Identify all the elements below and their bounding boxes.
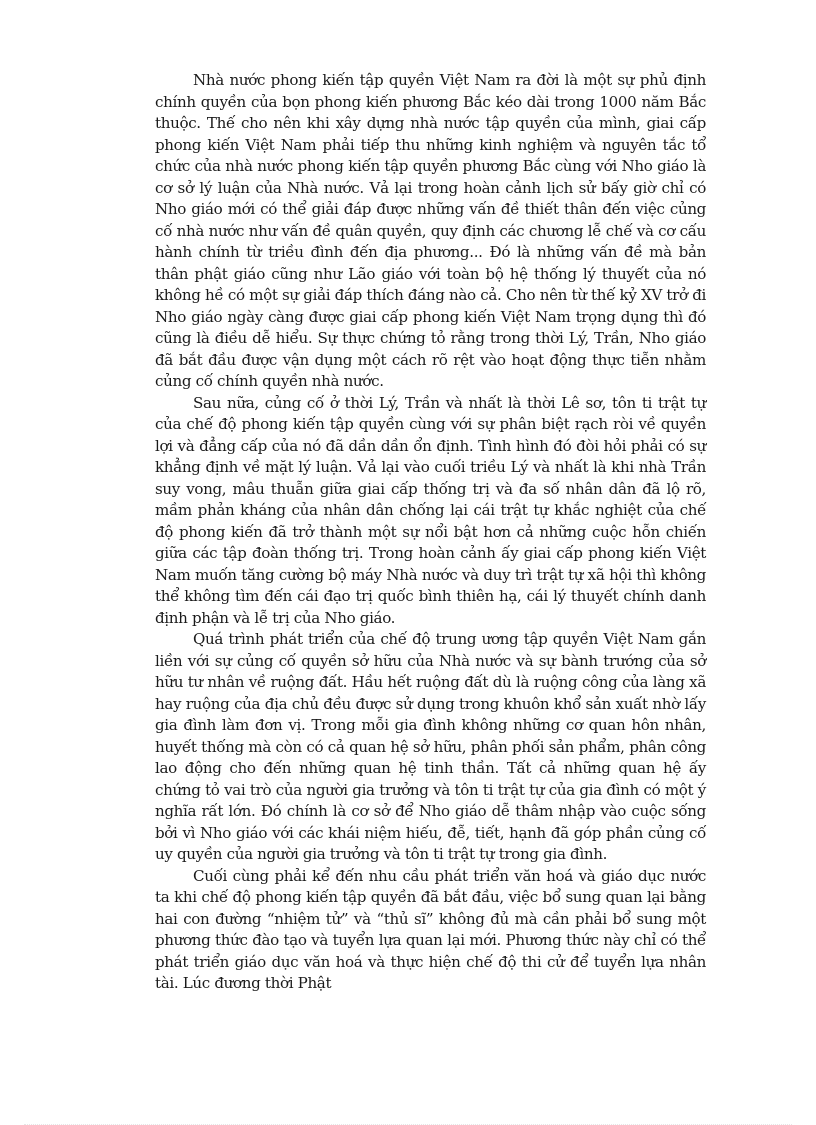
body-text — [155, 70, 706, 995]
paragraph-4: Cuối cùng phải kể đến nhu cầu phát triển văn hoá và giáo dục nước ta khi chế độ phong kiến tập quyền đã bắt đầu, việc bổ sung quan lại bằng hai con đường “nhiệm tử” và “thủ sĩ” không đủ mà cần phải bổ sung một phương thức đào tạo và tuyển lựa quan lại mới. Phương thức này chỉ có thể phát triển giáo dục văn hoá và thực hiện chế độ thi cử để tuyển lựa nhân tài. Lúc đương thời Phật — [155, 866, 706, 992]
paragraph-2: Sau nữa, củng cố ở thời Lý, Trần và nhất là thời Lê sơ, tôn ti trật tự của chế độ phong kiến tập quyền cùng với sự phân biệt rạch ròi về quyền lợi và đẳng cấp của nó đã dần dần ổn định. Tình hình đó đòi hỏi phải có sự khẳng định về mặt lý luận. Vả lại vào cuối triều Lý và nhất là khi nhà Trần suy vong, mâu thuẫn giữa giai cấp thống trị và đa số nhân dân đã lộ rõ, mầm phản kháng của nhân dân chống lại cái trật tự khắc nghiệt của chế độ phong kiến đã trở thành một sự nổi bật hơn cả những cuộc hỗn chiến giữa các tập đoàn thống trị. Trong hoàn cảnh ấy giai cấp phong kiến Việt Nam muốn tăng cường bộ máy Nhà nước và duy trì trật tự xã hội thì không thể không tìm đến cái đạo trị quốc bình thiên hạ, cái lý thuyết chính danh định phận và lễ trị của Nho giáo. — [155, 393, 706, 627]
paragraph-3: Quá trình phát triển của chế độ trung ương tập quyền Việt Nam gắn liền với sự củng cố quyền sở hữu của Nhà nước và sự bành trướng của sở hữu tư nhân về ruộng đất. Hầu hết ruộng đất dù là ruộng công của làng xã hay ruộng của địa chủ đều được sử dụng trong khuôn khổ sản xuất nhờ lấy gia đình làm đơn vị. Trong mỗi gia đình không những cơ quan hôn nhân, huyết thống mà còn có cả quan hệ sở hữu, phân phối sản phẩm, phân công lao động cho đến những quan hệ tinh thần. Tất cả những quan hệ ấy chứng tỏ vai trò của người gia trưởng và tôn ti trật tự của gia đình có một ý nghĩa rất lớn. Đó chính là cơ sở để Nho giáo dễ thâm nhập vào cuộc sống bởi vì Nho giáo với các khái niệm hiếu, đễ, tiết, hạnh đã góp phần củng cố uy quyền của người gia trưởng và tôn ti trật tự trong gia đình. — [155, 630, 706, 863]
paragraph-1: Nhà nước phong kiến tập quyền Việt Nam ra đời là một sự phủ định chính quyền của bọn phong kiến phương Bắc kéo dài trong 1000 năm Bắc thuộc. Thế cho nên khi xây dựng nhà nước tập quyền của mình, giai cấp phong kiến Việt Nam phải tiếp thu những kinh nghiệm và nguyên tắc tổ chức của nhà nước phong kiến tập quyền phương Bắc cùng với Nho giáo là cơ sở lý luận của Nhà nước. Vả lại trong hoàn cảnh lịch sử bấy giờ chỉ có Nho giáo mới có thể giải đáp được những vấn đề thiết thân đến việc củng cố nhà nước như vấn đề quân quyền, quy định các chương lễ chế và cơ cấu hành chính từ triều đình đến địa phương... Đó là những vấn đề mà bản thân phật giáo cũng như Lão giáo với toàn bộ hệ thống lý thuyết của nó không hề có một sự giải đáp thích đáng nào cả. Cho nên từ thế kỷ XV trở đi Nho giáo ngày càng được giai cấp phong kiến Việt Nam trọng dụng thì đó cũng là điều dễ hiểu. Sự thực chứng tỏ rằng trong thời Lý, Trần, Nho giáo đã bắt đầu được vận dụng một cách rõ rệt vào hoạt động thực tiễn nhằm củng cố chính quyền nhà nước. — [155, 71, 706, 390]
